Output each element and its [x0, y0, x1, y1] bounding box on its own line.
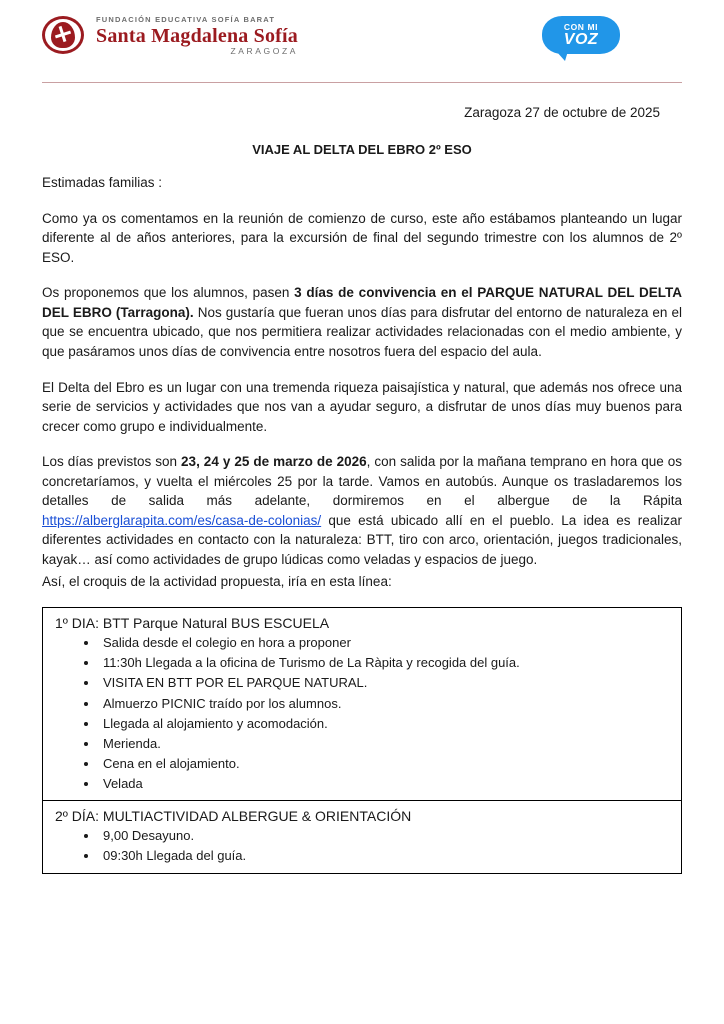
list-item: • Velada — [99, 774, 681, 794]
voice-logo-line1: CON MI — [563, 22, 599, 32]
list-item: • Almuerzo PICNIC traído por los alumnos. — [99, 694, 681, 714]
list-item: • Salida desde el colegio en hora a proponer — [99, 633, 681, 653]
schedule-day-2 — [43, 800, 681, 872]
con-mi-voz-speech-bubble-icon — [542, 16, 620, 54]
voice-logo-line2: VOZ — [563, 31, 599, 48]
paragraph-4-text-2: , con salida por la mañana temprano en hora que os concretaríamos, y vuelta el miércoles 25 por la tarde. Vamos en autobús. Aunque os trasladaremos los detalles de salida más adelante, dormiremos en el albergue de la Rápita — [42, 454, 683, 509]
school-name: Santa Magdalena Sofía — [96, 24, 299, 47]
letterhead-header — [42, 14, 682, 72]
paragraph-4-text-3: que está ubicado allí en el pueblo. La idea es realizar diferentes actividades en contacto con la naturaleza: BTT, tiro con arco, orientación, juegos tradicionales, kayak… así como actividades de grupo lúdicas como veladas y espacios de juego. — [42, 512, 682, 567]
list-item: • Llegada al alojamiento y acomodación. — [99, 714, 681, 734]
foundation-name: FUNDACIÓN EDUCATIVA SOFÍA BARAT — [96, 15, 276, 24]
hostel-link[interactable]: https://alberglarapita.com/es/casa-de-colonias/ — [42, 512, 322, 528]
list-item: • VISITA EN BTT POR EL PARQUE NATURAL. — [99, 673, 681, 693]
schedule-day-2-items — [43, 826, 681, 866]
list-item: • 9,00 Desayuno. — [99, 826, 681, 846]
paragraph-2-text-2: Nos gustaría que fueran unos días para disfrutar del entorno de naturaleza en el que se encuentra ubicado, que nos permitiera realizar actividades relacionadas con el medio ambiente, y que pasáramos unos días de convivencia entre nosotros fuera del espacio del aula. — [42, 304, 682, 359]
schedule-day-1-items — [43, 633, 681, 794]
list-item: • 11:30h Llegada a la oficina de Turismo de La Ràpita y recogida del guía. — [99, 653, 681, 673]
magdalena-sofia-logo-icon — [42, 14, 88, 58]
schedule-day-2-title: 2º DÍA: MULTIACTIVIDAD ALBERGUE & ORIENTACIÓN — [55, 808, 412, 825]
schedule-day-1 — [43, 608, 681, 800]
list-item: • Merienda. — [99, 734, 681, 754]
trip-dates: 23, 24 y 25 de marzo de 2026 — [181, 454, 367, 470]
schedule-day-1-title: 1º DIA: BTT Parque Natural BUS ESCUELA — [55, 615, 330, 632]
list-item: • Cena en el alojamiento. — [99, 754, 681, 774]
paragraph-4 — [42, 452, 682, 569]
paragraph-2 — [42, 283, 682, 361]
school-logo — [42, 14, 298, 58]
header-divider — [42, 82, 682, 83]
paragraph-1: Como ya os comentamos en la reunión de comienzo de curso, este año estábamos planteando un lugar diferente al de años anteriores, para la excursión de final del segundo trimestre con los alumnos de 2º ESO. — [42, 210, 682, 265]
paragraph-5: Así, el croquis de la actividad propuesta, iría en esta línea: — [42, 573, 392, 589]
greeting-text: Estimadas familias : — [42, 175, 163, 190]
paragraph-2-text-1: Os proponemos que los alumnos, pasen — [42, 285, 295, 301]
page-title: VIAJE AL DELTA DEL EBRO 2º ESO — [252, 142, 472, 157]
list-item: • 09:30h Llegada del guía. — [99, 846, 681, 866]
school-logo-text — [96, 14, 298, 55]
document-date: Zaragoza 27 de octubre de 2025 — [464, 105, 660, 120]
school-city: ZARAGOZA — [230, 45, 299, 56]
paragraph-2-highlight: 3 días de convivencia en el PARQUE NATURAL DEL DELTA DEL EBRO (Tarragona). — [42, 285, 682, 320]
schedule-box — [42, 607, 682, 873]
paragraph-4-text-1: Los días previstos son — [42, 454, 182, 470]
paragraph-3: El Delta del Ebro es un lugar con una tremenda riqueza paisajística y natural, que además nos ofrece una serie de servicios y actividades que nos van a ayudar seguro, a disfrutar de unos días muy buenos para crecer como grupo e individualmente. — [42, 379, 682, 434]
